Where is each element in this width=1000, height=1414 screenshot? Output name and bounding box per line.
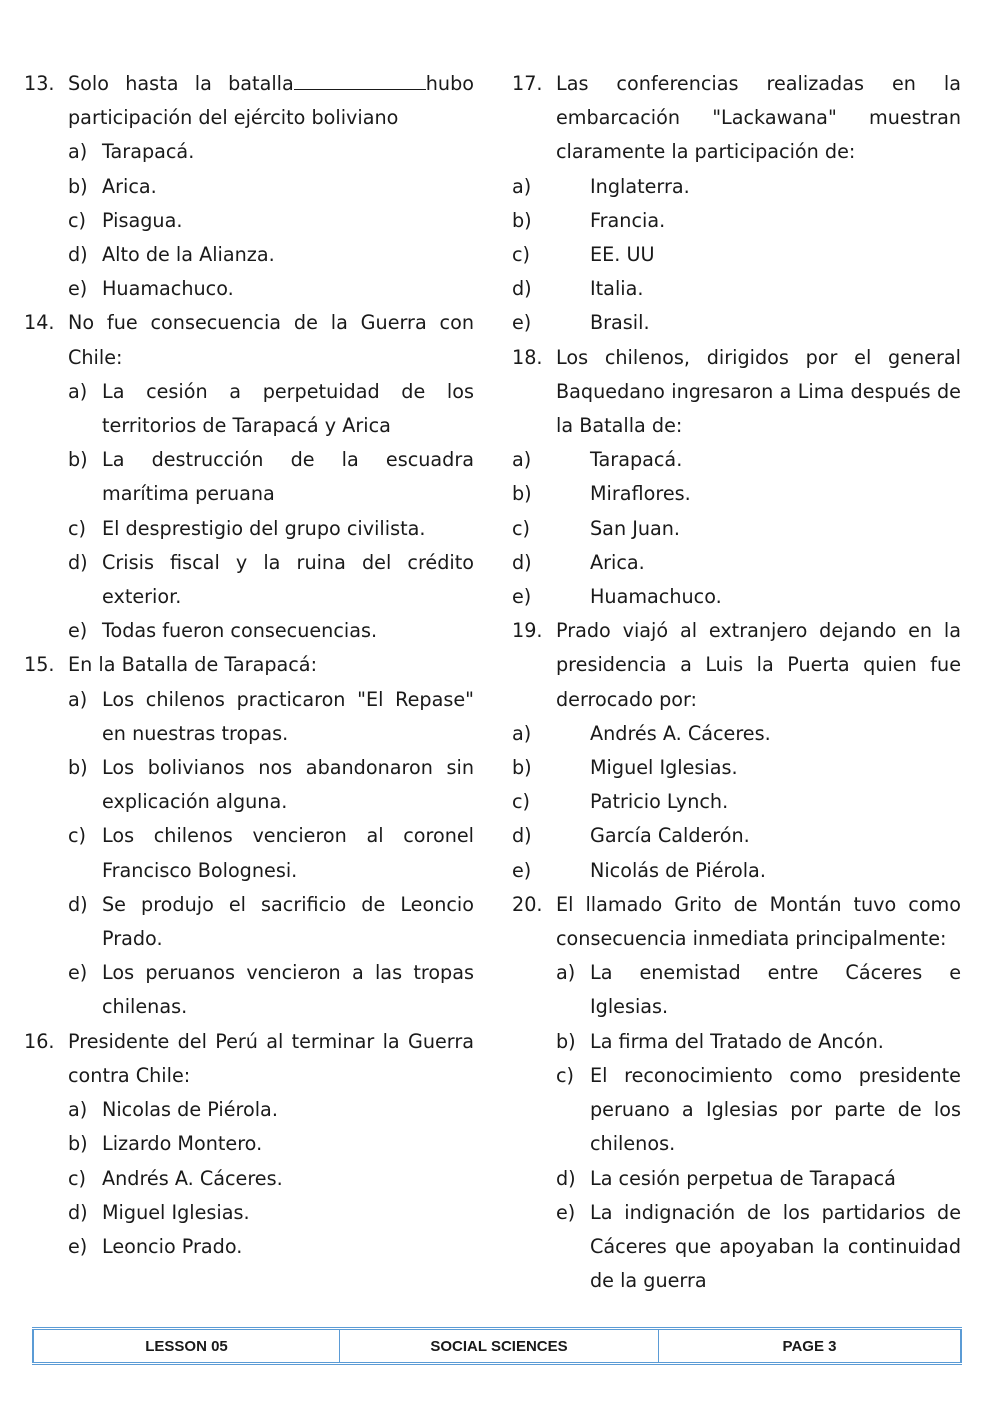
option-letter: a) [512, 174, 532, 198]
question-number: 15. [24, 653, 55, 677]
option-text: exterior. [102, 585, 182, 609]
option[interactable] [512, 854, 961, 888]
question-text-line: embarcación "Lackawana" muestran [556, 106, 961, 130]
option-letter: b) [68, 174, 88, 198]
option-letter: c) [68, 208, 87, 232]
option[interactable] [68, 238, 474, 272]
option-text: El desprestigio del grupo civilista. [102, 516, 426, 540]
option-letter: a) [68, 140, 88, 164]
option-letter: c) [512, 790, 531, 814]
option-text: Nicolas de Piérola. [102, 1098, 278, 1122]
option[interactable] [68, 888, 474, 956]
option-text: Todas fueron consecuencias. [102, 619, 378, 643]
option-letter: b) [512, 482, 532, 506]
option-text: La cesión a perpetuidad de los [102, 379, 474, 403]
option[interactable] [512, 512, 961, 546]
option[interactable] [512, 443, 961, 477]
option-letter: c) [68, 1166, 87, 1190]
option[interactable] [512, 306, 961, 340]
option-letter: b) [556, 1029, 576, 1053]
option-text: Huamachuco. [590, 585, 722, 609]
question-text-line: claramente la participación de: [556, 140, 856, 164]
option-text: Inglaterra. [590, 174, 690, 198]
page-footer [32, 1327, 962, 1365]
option-letter: a) [68, 1098, 88, 1122]
option-letter: b) [68, 1132, 88, 1156]
option-letter: a) [512, 448, 532, 472]
question-text-line: En la Batalla de Tarapacá: [68, 653, 318, 677]
question-text-line: consecuencia inmediata principalmente: [556, 927, 947, 951]
option-text: explicación alguna. [102, 790, 288, 814]
option-text: Los chilenos practicaron "El Repase" [102, 687, 474, 711]
option-text: Pisagua. [102, 208, 183, 232]
question-text-line: Solo hasta la batalla hubo [68, 67, 474, 101]
option[interactable] [556, 1025, 961, 1059]
option[interactable] [556, 1059, 961, 1162]
question-text-line: No fue consecuencia de la Guerra con [68, 311, 474, 335]
option[interactable] [68, 443, 474, 511]
option[interactable] [68, 272, 474, 306]
option-text: Lizardo Montero. [102, 1132, 263, 1156]
question-18 [512, 341, 961, 444]
question-text-line: participación del ejército boliviano [68, 106, 399, 130]
question-20 [512, 888, 961, 956]
option[interactable] [512, 272, 961, 306]
option[interactable] [556, 1162, 961, 1196]
question-text-line: Los chilenos, dirigidos por el general [556, 345, 961, 369]
option-text: marítima peruana [102, 482, 275, 506]
option-text: chilenos. [590, 1132, 676, 1156]
question-text-line: contra Chile: [68, 1063, 191, 1087]
option-text: Los bolivianos nos abandonaron sin [102, 756, 474, 780]
option-text: Francisco Bolognesi. [102, 858, 298, 882]
option[interactable] [512, 751, 961, 785]
option-text: El reconocimiento como presidente [590, 1063, 961, 1087]
option-text: Leoncio Prado. [102, 1234, 243, 1258]
question-text-line: Baquedano ingresaron a Lima después de [556, 379, 961, 403]
question-text-line: Presidente del Perú al terminar la Guerra [68, 1029, 474, 1053]
question-17 [512, 67, 961, 170]
option[interactable] [68, 512, 474, 546]
option-letter: e) [68, 961, 88, 985]
option-text: Tarapacá. [590, 448, 683, 472]
option[interactable] [68, 751, 474, 819]
option-letter: b) [512, 756, 532, 780]
option-text: La firma del Tratado de Ancón. [590, 1029, 884, 1053]
footer-subject: SOCIAL SCIENCES [339, 1330, 658, 1362]
option-text: chilenas. [102, 995, 188, 1019]
question-text-line: presidencia a Luis la Puerta quien fue [556, 653, 961, 677]
option-letter: d) [68, 550, 88, 574]
option-text: Tarapacá. [102, 140, 195, 164]
question-number: 20. [512, 892, 543, 916]
option-text: Brasil. [590, 311, 650, 335]
left-column [24, 67, 474, 1264]
footer-lesson: LESSON 05 [32, 1330, 339, 1362]
option[interactable] [512, 546, 961, 580]
option[interactable] [512, 204, 961, 238]
option-text: San Juan. [590, 516, 681, 540]
question-13 [24, 67, 474, 135]
option-letter: d) [68, 892, 88, 916]
right-column [512, 67, 961, 1298]
option[interactable] [512, 170, 961, 204]
option-letter: c) [556, 1063, 575, 1087]
option[interactable] [68, 683, 474, 751]
option-text: La destrucción de la escuadra [102, 448, 474, 472]
option-text: Arica. [590, 550, 645, 574]
question-14 [24, 306, 474, 374]
option-letter: d) [512, 824, 532, 848]
option[interactable] [68, 1093, 474, 1127]
option-text: territorios de Tarapacá y Arica [102, 414, 391, 438]
option-text: Patricio Lynch. [590, 790, 729, 814]
option[interactable] [68, 170, 474, 204]
option-text: Iglesias. [590, 995, 669, 1019]
option[interactable] [512, 477, 961, 511]
option-letter: a) [68, 379, 88, 403]
option-text: Alto de la Alianza. [102, 243, 275, 267]
option-text: Los peruanos vencieron a las tropas [102, 961, 474, 985]
option-letter: e) [68, 277, 88, 301]
option-letter: e) [512, 858, 532, 882]
option-letter: a) [68, 687, 88, 711]
question-text-line: Chile: [68, 345, 123, 369]
question-number: 16. [24, 1029, 55, 1053]
option[interactable] [68, 819, 474, 887]
option-letter: c) [512, 243, 531, 267]
option-text: Miguel Iglesias. [102, 1200, 250, 1224]
option[interactable] [512, 580, 961, 614]
option-letter: e) [68, 1234, 88, 1258]
option-text: de la guerra [590, 1269, 707, 1293]
option[interactable] [68, 546, 474, 614]
option-text: Cáceres que apoyaban la continuidad [590, 1234, 961, 1258]
answer-blank [294, 69, 426, 90]
option-text: Miguel Iglesias. [590, 756, 738, 780]
option[interactable] [512, 819, 961, 853]
option-letter: b) [68, 756, 88, 780]
option-letter: d) [512, 550, 532, 574]
option-text: Se produjo el sacrificio de Leoncio [102, 892, 474, 916]
option[interactable] [68, 1196, 474, 1230]
question-text-line: El llamado Grito de Montán tuvo como [556, 892, 961, 916]
option[interactable] [68, 135, 474, 169]
option-letter: e) [512, 311, 532, 335]
option-letter: e) [556, 1200, 576, 1224]
footer-page: PAGE 3 [658, 1330, 962, 1362]
question-15 [24, 648, 474, 682]
option[interactable] [68, 614, 474, 648]
option[interactable] [68, 375, 474, 443]
option-text: Miraflores. [590, 482, 691, 506]
option[interactable] [512, 717, 961, 751]
question-16 [24, 1025, 474, 1093]
option-text: Andrés A. Cáceres. [590, 721, 771, 745]
option-text: Huamachuco. [102, 277, 234, 301]
option-letter: d) [68, 243, 88, 267]
option-text: Prado. [102, 927, 163, 951]
question-text-line: derrocado por: [556, 687, 698, 711]
option-letter: b) [68, 448, 88, 472]
option-letter: b) [512, 208, 532, 232]
option-letter: a) [512, 721, 532, 745]
option-text: La cesión perpetua de Tarapacá [590, 1166, 896, 1190]
question-number: 13. [24, 72, 55, 95]
option[interactable] [512, 785, 961, 819]
option-letter: c) [68, 516, 87, 540]
question-19 [512, 614, 961, 717]
option-text: García Calderón. [590, 824, 750, 848]
option-letter: c) [68, 824, 87, 848]
option-letter: e) [68, 619, 88, 643]
option[interactable] [556, 956, 961, 1024]
question-number: 14. [24, 311, 55, 335]
option-text: Andrés A. Cáceres. [102, 1166, 283, 1190]
option[interactable] [68, 204, 474, 238]
option-text: Nicolás de Piérola. [590, 858, 766, 882]
option-text: Francia. [590, 208, 666, 232]
question-number: 18. [512, 345, 543, 369]
question-text-line: la Batalla de: [556, 414, 683, 438]
option-text: Italia. [590, 277, 644, 301]
option-text: en nuestras tropas. [102, 721, 289, 745]
option-letter: e) [512, 585, 532, 609]
option-text: peruano a Iglesias por parte de los [590, 1098, 961, 1122]
option-text: EE. UU [590, 243, 655, 267]
option-text: Arica. [102, 174, 157, 198]
option-letter: d) [556, 1166, 576, 1190]
option-text: Los chilenos vencieron al coronel [102, 824, 474, 848]
option-letter: a) [556, 961, 576, 985]
question-number: 19. [512, 619, 543, 643]
option[interactable] [512, 238, 961, 272]
option-letter: d) [68, 1200, 88, 1224]
option[interactable] [556, 1196, 961, 1299]
option-text: La enemistad entre Cáceres e [590, 961, 961, 985]
option-text: Crisis fiscal y la ruina del crédito [102, 550, 474, 574]
option-text: La indignación de los partidarios de [590, 1200, 961, 1224]
option-letter: c) [512, 516, 531, 540]
question-text-line: Prado viajó al extranjero dejando en la [556, 619, 961, 643]
option[interactable] [68, 1127, 474, 1161]
option[interactable] [68, 956, 474, 1024]
option[interactable] [68, 1230, 474, 1264]
question-text-line: Las conferencias realizadas en la [556, 72, 961, 95]
question-number: 17. [512, 72, 543, 95]
option-letter: d) [512, 277, 532, 301]
option[interactable] [68, 1162, 474, 1196]
